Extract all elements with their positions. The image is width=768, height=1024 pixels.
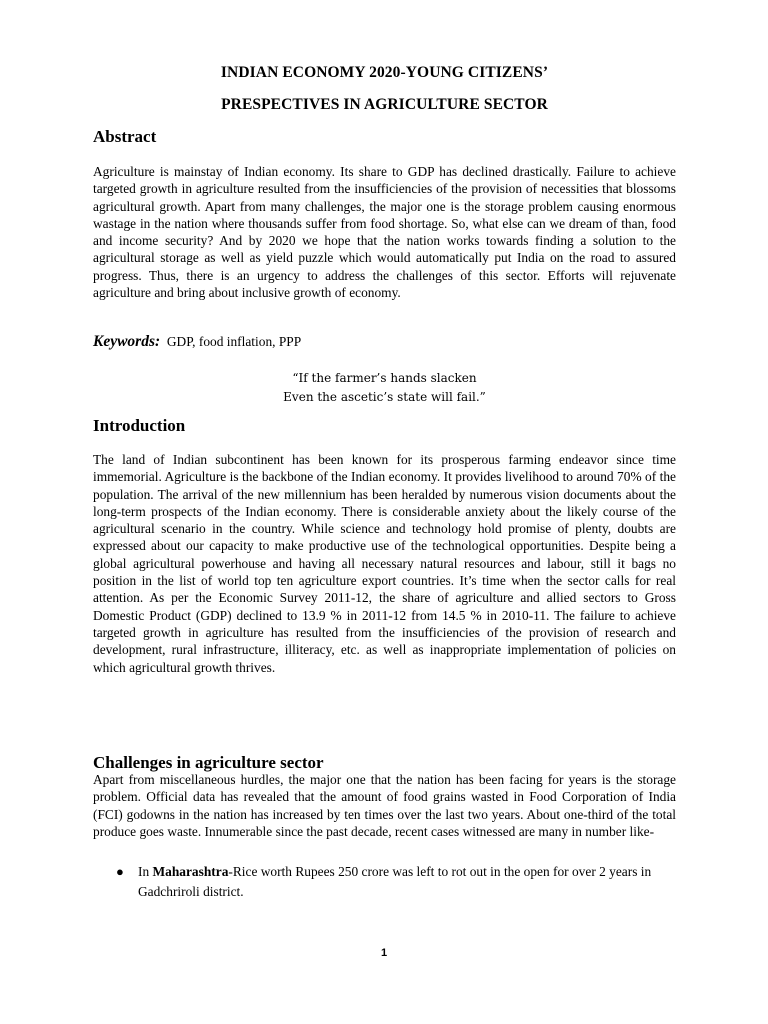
document-title-line-1: INDIAN ECONOMY 2020-YOUNG CITIZENS’ — [220, 64, 549, 81]
epigraph-quote — [93, 369, 676, 407]
bullet-icon: ● — [116, 864, 124, 879]
introduction-text: The land of Indian subcontinent has been known for its prosperous farming endeavor since time immemorial. Agriculture is the backbone of the Indian economy. It provides livelihood to around 70% of the population. The arrival of the new millennium has been heralded by numerous vision documents about the long-term prospects of the Indian economy. There is considerable anxiety about the likely course of the agricultural scenario in the country. While science and technology hold promise of plenty, doubts are expressed about our capacity to make productive use of the technological opportunities. Despite being a global agricultural powerhouse and having all necessary natural resources and labour, still it bags no position in the list of world top ten agriculture export countries. It’s time when the sector calls for real attention. As per the Economic Survey 2011-12, the share of agriculture and allied sectors to Gross Domestic Product (GDP) declined to 13.9 % in 2011-12 from 14.5 % in 2010-11. The failure to achieve targeted growth in agriculture has resulted from the insufficiencies of the provision of research and development, rural infrastructure, illiteracy, etc. as well as inappropriate implementation of policies on which agricultural growth thrives. — [93, 452, 676, 675]
introduction-heading: Introduction — [93, 416, 186, 435]
page-number: 1 — [380, 947, 388, 959]
bullet-rest: -Rice worth Rupees 250 crore was left to rot out in the open for over 2 years in Gadchriroli district. — [138, 864, 652, 899]
bullet-prefix: In — [138, 864, 153, 879]
document-title-line-2: PRESPECTIVES IN AGRICULTURE SECTOR — [221, 96, 548, 113]
keywords-line — [93, 333, 301, 351]
challenges-heading: Challenges in agriculture sector — [93, 753, 324, 772]
quote-line-1: “If the farmer’s hands slacken — [292, 371, 477, 385]
keywords-label: Keywords: — [93, 333, 161, 350]
challenges-text: Apart from miscellaneous hurdles, the major one that the nation has been facing for years is the storage problem. Official data has revealed that the amount of food grains wasted in Food Corporation of India (FCI) godowns in the nation has increased by ten times over the last two years. About one-third of the total produce goes waste. Innumerable since the past decade, recent cases witnessed are many in number like- — [93, 772, 676, 839]
challenges-bullet-list — [93, 862, 676, 902]
list-item — [93, 862, 676, 902]
abstract-heading: Abstract — [93, 127, 157, 146]
keywords-value: GDP, food inflation, PPP — [166, 334, 302, 349]
bullet-bold-term: Maharashtra — [152, 864, 229, 879]
abstract-text: Agriculture is mainstay of Indian economy. Its share to GDP has declined drastically. Failure to achieve targeted growth in agriculture resulted from the insufficiencies of the provision of necessities that blossoms agricultural growth. Apart from many challenges, the major one is the storage problem causing enormous wastage in the nation where thousands suffer from food shortage. So, what else can we dream of than, food and income security? And by 2020 we hope that the nation works towards finding a solution to the agricultural storage as well as yield puzzle which would automatically put India on the road to assured progress. Thus, there is an urgency to address the challenges of this sector. Efforts will rejuvenate agriculture and bring about inclusive growth of economy. — [93, 164, 676, 301]
quote-line-2: Even the ascetic’s state will fail.” — [283, 390, 486, 404]
